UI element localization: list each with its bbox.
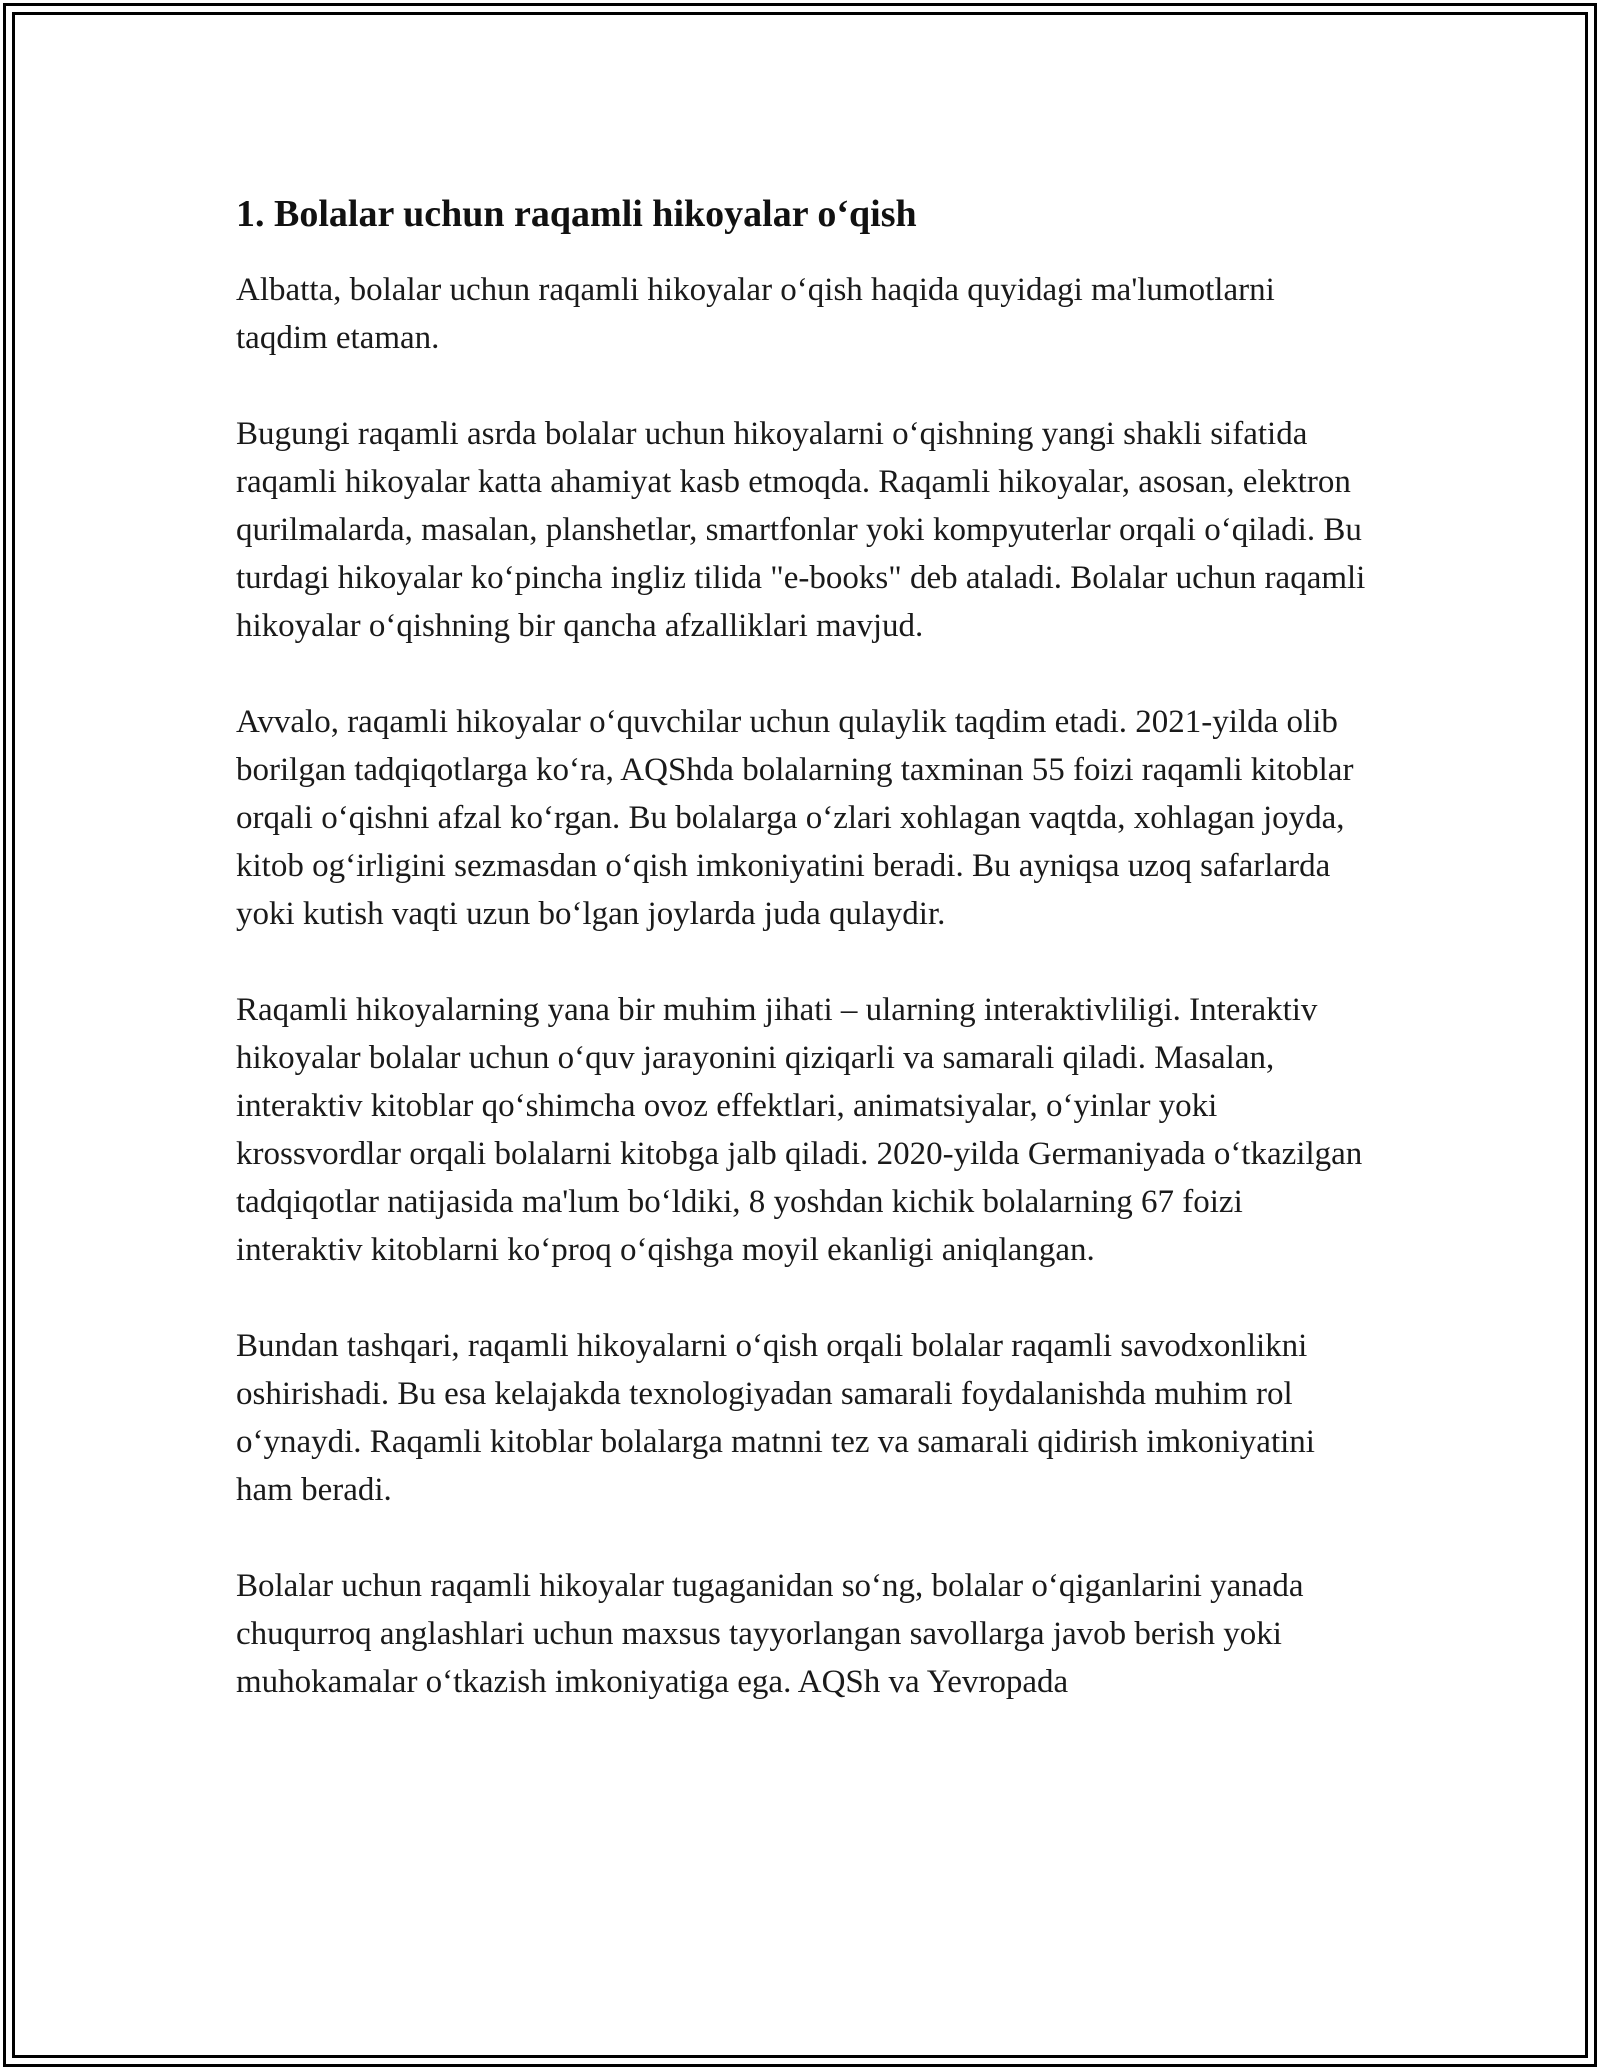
paragraph-digital-literacy: Bundan tashqari, raqamli hikoyalarni o‘qish orqali bolalar raqamli savodxonlikni oshirishadi. Bu esa kelajakda texnologiyadan samarali foydalanishda muhim rol o‘ynaydi. Raqamli kitoblar bolalarga matnni tez va samarali qidirish imkoniyatini ham beradi. [236,1328,1315,1508]
section-heading: 1. Bolalar uchun raqamli hikoyalar o‘qish [236,193,917,235]
paragraph-discussion: Bolalar uchun raqamli hikoyalar tugaganidan so‘ng, bolalar o‘qiganlarini yanada chuqurroq anglashlari uchun maxsus tayyorlangan savollarga javob berish yoki muhokamalar o‘tkazish imkoniyatiga ega. AQSh va Yevropada [236,1568,1304,1700]
document-body [236,186,1366,1706]
paragraph-digital-age: Bugungi raqamli asrda bolalar uchun hikoyalarni o‘qishning yangi shakli sifatida raqamli hikoyalar katta ahamiyat kasb etmoqda. Raqamli hikoyalar, asosan, elektron qurilmalarda, masalan, planshetlar, smartfonlar yoki kompyuterlar orqali o‘qiladi. Bu turdagi hikoyalar ko‘pincha ingliz tilida "e-books" deb ataladi. Bolalar uchun raqamli hikoyalar o‘qishning bir qancha afzalliklari mavjud. [236,416,1366,644]
paragraph-intro: Albatta, bolalar uchun raqamli hikoyalar o‘qish haqida quyidagi ma'lumotlarni taqdim etaman. [236,272,1275,356]
paragraph-convenience: Avvalo, raqamli hikoyalar o‘quvchilar uchun qulaylik taqdim etadi. 2021-yilda olib borilgan tadqiqotlarga ko‘ra, AQShda bolalarning taxminan 55 foizi raqamli kitoblar orqali o‘qishni afzal ko‘rgan. Bu bolalarga o‘zlari xohlagan vaqtda, xohlagan joyda, kitob og‘irligini sezmasdan o‘qish imkoniyatini beradi. Bu ayniqsa uzoq safarlarda yoki kutish vaqti uzun bo‘lgan joylarda juda qulaydir. [236,704,1354,932]
paragraph-interactivity: Raqamli hikoyalarning yana bir muhim jihati – ularning interaktivliligi. Interaktiv hikoyalar bolalar uchun o‘quv jarayonini qiziqarli va samarali qiladi. Masalan, interaktiv kitoblar qo‘shimcha ovoz effektlari, animatsiyalar, o‘yinlar yoki krossvordlar orqali bolalarni kitobga jalb qiladi. 2020-yilda Germaniyada o‘tkazilgan tadqiqotlar natijasida ma'lum bo‘ldiki, 8 yoshdan kichik bolalarning 67 foizi interaktiv kitoblarni ko‘proq o‘qishga moyil ekanligi aniqlangan. [236,992,1363,1268]
